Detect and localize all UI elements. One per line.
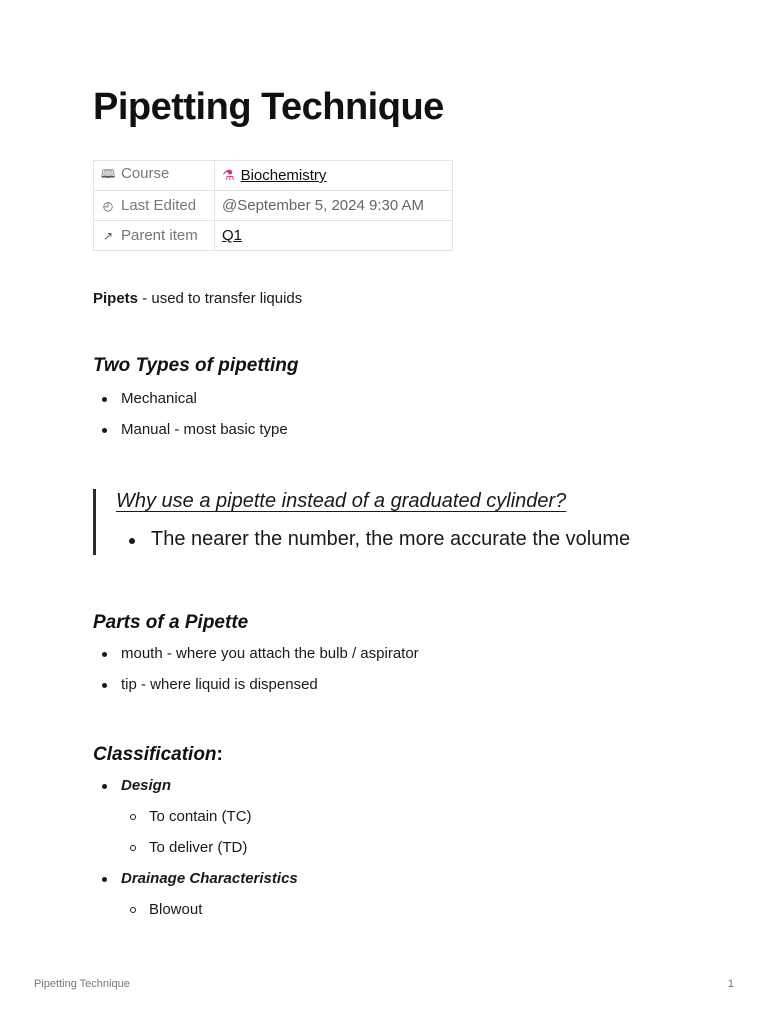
- property-key-label: Course: [121, 165, 170, 182]
- callout-answer: The nearer the number, the more accurate the volume: [129, 528, 630, 551]
- last-edited-date: @September 5, 2024 9:30 AM: [222, 197, 425, 214]
- footer-page-number: 1: [727, 978, 734, 990]
- sub-list-item: Blowout: [93, 899, 298, 930]
- microscope-icon: ⚗: [222, 167, 235, 183]
- list-item: Design: [93, 775, 298, 806]
- list-item: Manual - most basic type: [93, 419, 288, 450]
- clock-icon: ◴: [102, 199, 114, 213]
- callout-quote: [93, 489, 686, 555]
- list-item: tip - where liquid is dispensed: [93, 674, 419, 705]
- callout-question: Why use a pipette instead of a graduated cylinder?: [116, 490, 567, 512]
- list-item: Mechanical: [93, 388, 288, 419]
- property-key-parent-item: [94, 221, 215, 251]
- section-heading-parts: Parts of a Pipette: [93, 612, 249, 633]
- property-key-label: Parent item: [121, 227, 198, 244]
- parent-item-link[interactable]: Q1: [222, 227, 243, 244]
- section-heading-types: Two Types of pipetting: [93, 355, 299, 376]
- property-value-parent-item[interactable]: [215, 221, 453, 251]
- property-row-parent-item: [94, 221, 453, 251]
- property-key-label: Last Edited: [121, 197, 197, 214]
- list-item: Drainage Characteristics: [93, 868, 298, 899]
- sub-list-item: To deliver (TD): [93, 837, 298, 868]
- property-value-course[interactable]: [215, 161, 453, 191]
- classification-heading-text: Classification: [93, 744, 217, 765]
- classification-list: [93, 775, 298, 930]
- course-link[interactable]: Biochemistry: [240, 167, 327, 184]
- sub-list-item: To contain (TC): [93, 806, 298, 837]
- property-row-last-edited: [94, 191, 453, 221]
- page-title: Pipetting Technique: [93, 86, 444, 128]
- book-icon: 🕮: [101, 167, 116, 181]
- intro-bold-term: Pipets: [93, 290, 139, 307]
- list-item: mouth - where you attach the bulb / aspirator: [93, 643, 419, 674]
- property-value-last-edited: [215, 191, 453, 221]
- property-key-course: [94, 161, 215, 191]
- intro-paragraph: [93, 290, 302, 307]
- footer-title: Pipetting Technique: [34, 978, 130, 990]
- classification-heading-colon: :: [216, 744, 223, 765]
- property-row-course: [94, 161, 453, 191]
- property-key-last-edited: [94, 191, 215, 221]
- parts-list: [93, 643, 419, 705]
- arrow-up-right-icon: ↗: [102, 229, 114, 243]
- section-heading-classification: [93, 744, 223, 766]
- properties-table: [93, 160, 453, 251]
- types-list: [93, 388, 288, 450]
- intro-text: - used to transfer liquids: [138, 290, 303, 307]
